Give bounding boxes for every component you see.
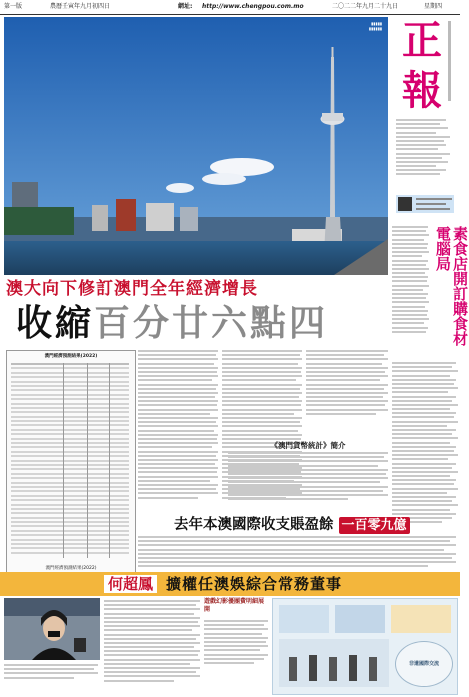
macau-tower-photo [4,17,388,275]
lead-headline [16,302,386,344]
headline-grey-part: 百分廿六點四 [94,302,329,344]
second-headline-text: 去年本澳國際收支賬盈餘 [174,516,334,533]
ad-photo [279,639,389,687]
bottom-story-col-1 [104,600,200,684]
second-headline-highlight: 一百零九億 [339,517,410,534]
bottom-story-headline: 擴權任澳娛綜合常務董事 [166,575,343,593]
page-header [0,0,460,15]
masthead [392,17,458,217]
lunar-date: 農曆壬寅年九月初四日 [50,3,111,10]
second-story-headline [174,514,458,532]
masthead-side-text [448,21,456,101]
ad-panel [272,598,458,695]
bottom-story-name: 何超鳳 [104,575,157,593]
side-column-text-2 [392,362,458,525]
masthead-title-1: 正 [402,17,442,64]
qr-box [396,195,454,213]
masthead-title-2: 報 [402,67,442,114]
ad-image-2 [335,605,385,633]
date: 二〇二二年九月二十九日 [332,3,399,10]
table-rows [11,363,131,556]
lead-subheadline: 澳大向下修訂澳門全年經濟增長 [6,279,258,299]
table-caption: 澳門經濟預測結果(2022) [45,566,97,571]
person-illustration [4,598,100,660]
box-story-body [228,452,388,502]
website-link[interactable]: http://www.chengpou.com.mo [202,3,304,10]
photo-illustration [4,17,388,275]
publisher-info [396,119,454,178]
second-story-body [138,536,458,570]
ad-headline: 遊戲幻影優團費明細展開 [204,598,265,613]
website-label: 網址: [178,3,193,10]
edition-label: 第一版 [4,3,23,10]
headline-dark-part: 收縮 [16,302,95,344]
person-photo [4,598,100,660]
ad-body [204,620,268,666]
ad-image-3 [391,605,451,633]
side-slogan: 素食店開訂購食材電腦局 [434,226,469,346]
ad-badge: 非遺國際交流 [395,641,453,687]
lead-body-col-3 [306,350,388,417]
table-title: 澳門經濟預測結果(2022) [44,354,98,359]
side-column-text [392,226,430,335]
box-story-title: 《澳門貨幣統計》簡介 [270,441,346,450]
weekday: 星期四 [424,3,443,10]
ad-image-1 [279,605,329,633]
lead-body-col-1 [138,350,218,501]
box-story-divider [240,502,388,508]
forecast-table [6,350,136,574]
photo-caption [4,664,100,681]
bottom-story-banner [0,572,460,596]
photo-credit: ▮▮▮▮▮ ▮▮▮▮▮▮ [368,21,382,31]
